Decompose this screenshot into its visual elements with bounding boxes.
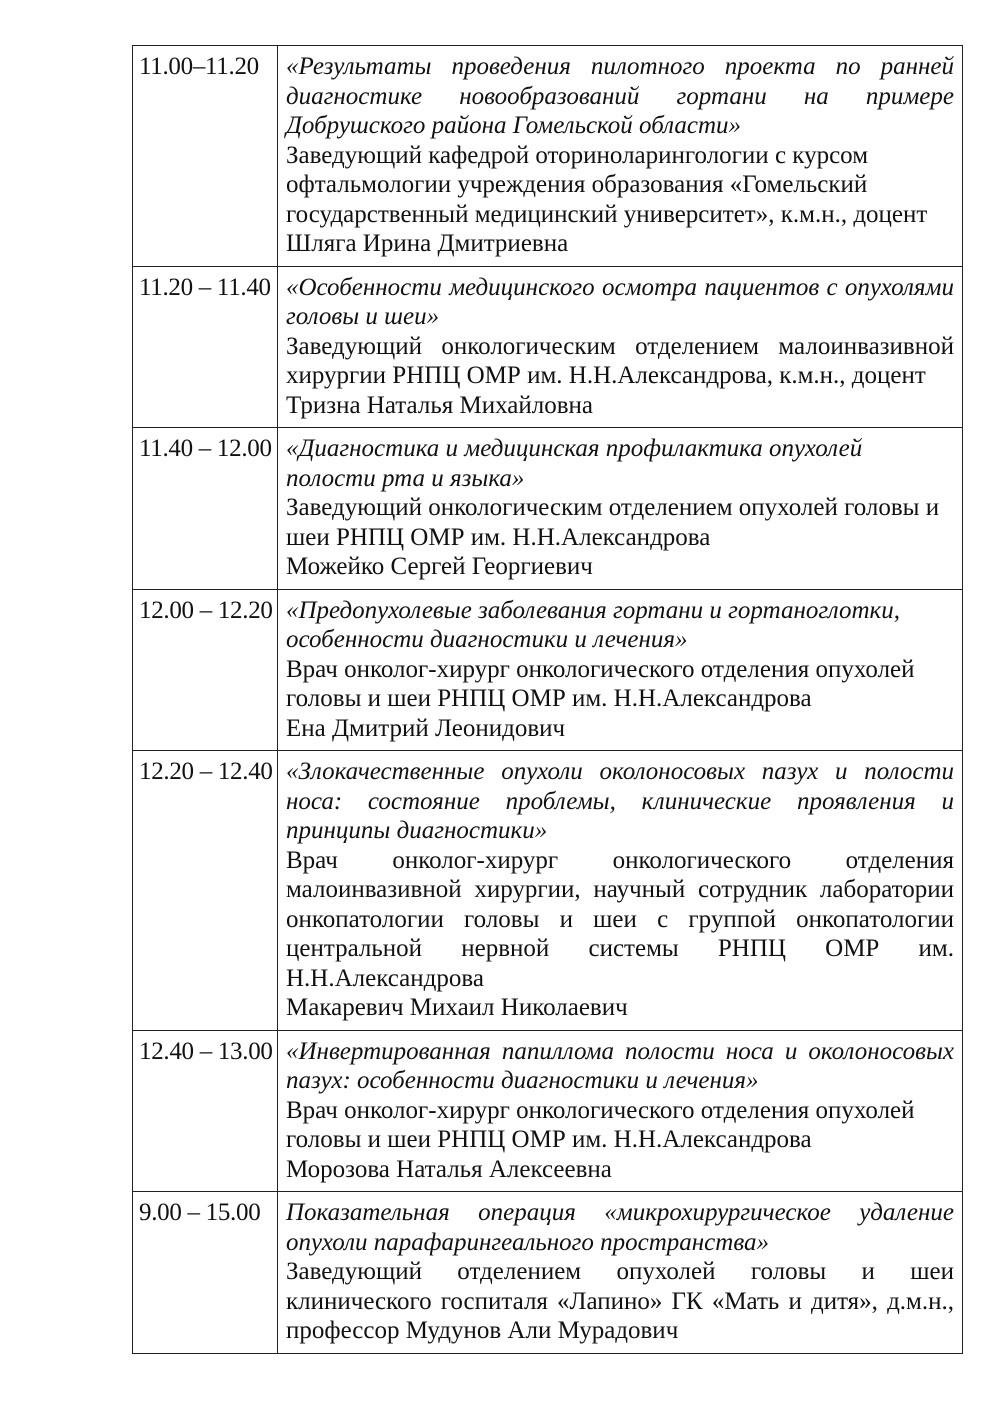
table-row bbox=[133, 751, 963, 1031]
time-cell: 12.20 – 12.40 bbox=[133, 751, 278, 1031]
schedule-table bbox=[132, 45, 963, 1354]
speaker-position: Врач онколог-хирург онкологического отделения опухолей головы и шеи РНПЦ ОМР им. Н.Н.Александрова bbox=[286, 1096, 915, 1153]
speaker-position: Заведующий онкологическим отделением опухолей головы и шеи РНПЦ ОМР им. Н.Н.Александрова bbox=[286, 494, 940, 551]
content-cell bbox=[278, 589, 963, 751]
talk-title: «Особенности медицинского осмотра пациентов с опухолями головы и шеи» bbox=[286, 273, 954, 330]
table-row bbox=[133, 1192, 963, 1354]
content-cell bbox=[278, 751, 963, 1031]
speaker-name: Ена Дмитрий Леонидович bbox=[286, 714, 566, 742]
talk-title: «Результаты проведения пилотного проекта по ранней диагностике новообразований гортани на примере Добрушского района Гомельской области» bbox=[286, 53, 954, 139]
content-cell bbox=[278, 1192, 963, 1354]
talk-title: «Предопухолевые заболевания гортани и гортаноглотки, особенности диагностики и лечения» bbox=[286, 596, 900, 653]
speaker-name: Можейко Сергей Георгиевич bbox=[286, 553, 593, 580]
table-row bbox=[133, 1030, 963, 1192]
talk-title: «Инвертированная папиллома полости носа и околоносовых пазух: особенности диагностики и лечения» bbox=[286, 1037, 954, 1094]
time-cell: 12.00 – 12.20 bbox=[133, 589, 278, 751]
speaker-name: Макаревич Михаил Николаевич bbox=[286, 994, 628, 1021]
time-cell: 12.40 – 13.00 bbox=[133, 1030, 278, 1192]
talk-title: Показательная операция «микрохирургическое удаление опухоли парафарингеального пространства» bbox=[286, 1199, 954, 1256]
table-row bbox=[133, 589, 963, 751]
content-cell bbox=[278, 266, 963, 428]
speaker-name: Тризна Наталья Михайловна bbox=[286, 391, 593, 419]
table-row bbox=[133, 266, 963, 428]
content-cell bbox=[278, 46, 963, 267]
time-cell: 11.40 – 12.00 bbox=[133, 428, 278, 590]
talk-title: «Злокачественные опухоли околоносовых пазух и полости носа: состояние проблемы, клинические проявления и принципы диагностики» bbox=[286, 758, 954, 844]
content-cell bbox=[278, 1030, 963, 1192]
talk-title: «Диагностика и медицинская профилактика опухолей полости рта и языка» bbox=[286, 435, 863, 492]
program-page bbox=[132, 45, 954, 1354]
time-cell: 11.20 – 11.40 bbox=[133, 266, 278, 428]
speaker-name: Шляга Ирина Дмитриевна bbox=[286, 230, 569, 257]
speaker-position: Заведующий онкологическим отделением малоинвазивной хирургии РНПЦ ОМР им. Н.Н.Александрова, к.м.н., доцент bbox=[286, 332, 954, 389]
time-cell: 9.00 – 15.00 bbox=[133, 1192, 278, 1354]
speaker-position: Врач онколог-хирург онкологического отделения малоинвазивной хирургии, научный сотрудник лаборатории онкопатологии головы и шеи с группой онкопатологии центральной нервной системы РНПЦ ОМР им. Н.Н.Александрова bbox=[286, 846, 954, 992]
content-cell bbox=[278, 428, 963, 590]
table-row bbox=[133, 428, 963, 590]
speaker-name: Морозова Наталья Алексеевна bbox=[286, 1155, 612, 1183]
time-cell: 11.00–11.20 bbox=[133, 46, 278, 267]
speaker-position: Врач онколог-хирург онкологического отделения опухолей головы и шеи РНПЦ ОМР им. Н.Н.Александрова bbox=[286, 655, 915, 712]
table-row bbox=[133, 46, 963, 267]
speaker-position: Заведующий отделением опухолей головы и шеи клинического госпиталя «Лапино» ГК «Мать и дитя», д.м.н., профессор Мудунов Али Мурадович bbox=[286, 1258, 954, 1344]
speaker-position: Заведующий кафедрой оториноларингологии с курсом офтальмологии учреждения образования «Гомельский государственный медицинский университет», к.м.н., доцент bbox=[286, 141, 928, 228]
